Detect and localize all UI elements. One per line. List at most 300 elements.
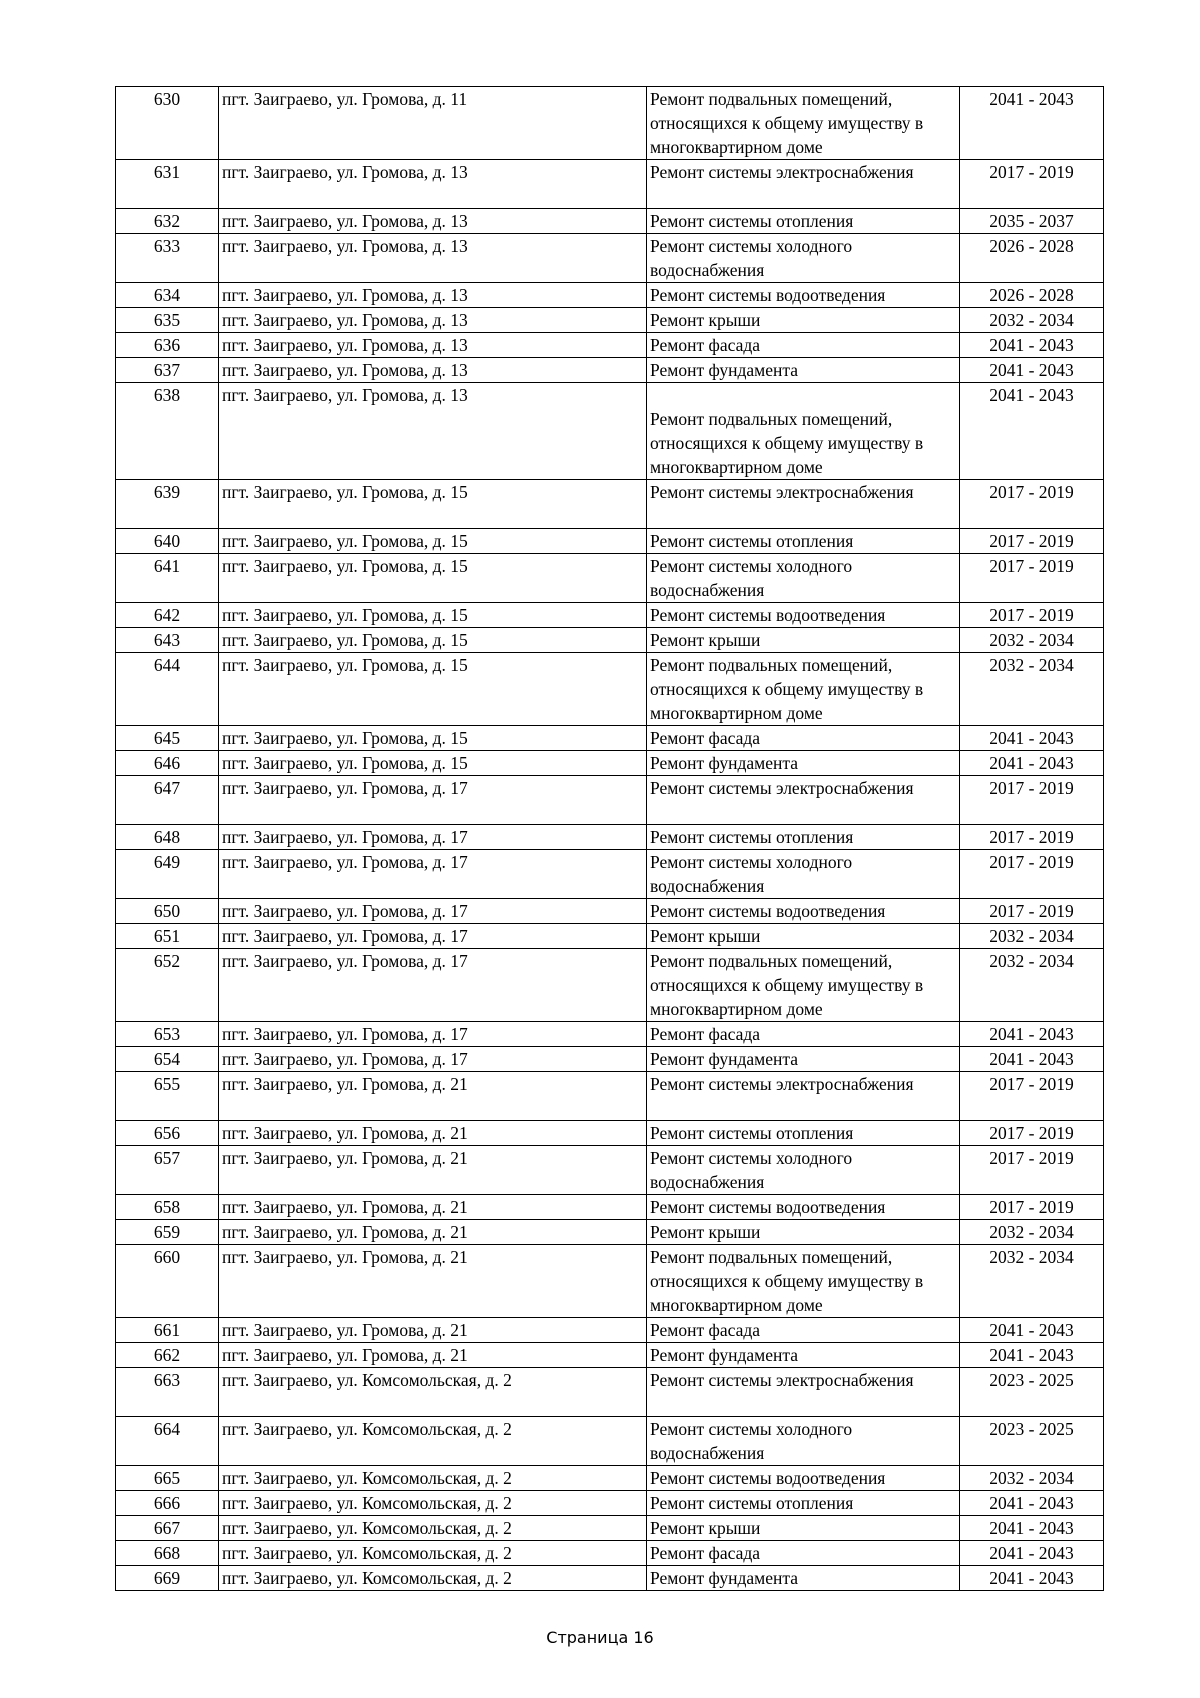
- period-cell-text: 2041 - 2043: [989, 728, 1074, 748]
- row-number-cell: [116, 603, 219, 628]
- table-row: [116, 480, 1104, 529]
- address-cell: [219, 1566, 647, 1591]
- row-number-cell-text: 648: [153, 827, 181, 847]
- table-row: [116, 209, 1104, 234]
- table-row: [116, 628, 1104, 653]
- row-number-cell: [116, 1022, 219, 1047]
- work-type-cell: [647, 1022, 960, 1047]
- period-cell: [960, 209, 1104, 234]
- work-type-cell-text: Ремонт фасада: [650, 728, 761, 748]
- period-cell: [960, 1491, 1104, 1516]
- table-row: [116, 924, 1104, 949]
- period-cell: [960, 358, 1104, 383]
- address-cell: [219, 628, 647, 653]
- period-cell-text: 2017 - 2019: [989, 482, 1074, 502]
- address-cell-text: пгт. Заиграево, ул. Громова, д. 15: [222, 605, 468, 625]
- period-cell: [960, 308, 1104, 333]
- work-type-cell-text: Ремонт системы водоотведения: [650, 605, 886, 625]
- table-row: [116, 850, 1104, 899]
- period-cell-text: 2026 - 2028: [989, 285, 1074, 305]
- work-type-cell: [647, 1368, 960, 1417]
- table-row: [116, 1417, 1104, 1466]
- work-type-cell-text: Ремонт системы водоотведения: [650, 1197, 886, 1217]
- work-type-cell-text: Ремонт системы отопления: [650, 827, 854, 847]
- row-number-cell-text: 635: [153, 310, 181, 330]
- period-cell-text: 2041 - 2043: [989, 1543, 1074, 1563]
- period-cell-text: 2041 - 2043: [989, 1493, 1074, 1513]
- work-type-cell-text: Ремонт подвальных помещений, относящихся к общему имуществу в многоквартирном доме: [650, 89, 924, 157]
- address-cell-text: пгт. Заиграево, ул. Громова, д. 15: [222, 556, 468, 576]
- period-cell: [960, 726, 1104, 751]
- address-cell-text: пгт. Заиграево, ул. Громова, д. 21: [222, 1222, 468, 1242]
- work-type-cell: [647, 1417, 960, 1466]
- address-cell: [219, 949, 647, 1022]
- period-cell: [960, 899, 1104, 924]
- work-type-cell: [647, 924, 960, 949]
- period-cell-text: 2041 - 2043: [989, 335, 1074, 355]
- row-number-cell-text: 660: [153, 1247, 181, 1267]
- period-cell-text: 2032 - 2034: [989, 630, 1074, 650]
- work-type-cell: [647, 1245, 960, 1318]
- period-cell-text: 2017 - 2019: [989, 1197, 1074, 1217]
- period-cell-text: 2032 - 2034: [989, 1247, 1074, 1267]
- address-cell: [219, 1022, 647, 1047]
- address-cell-text: пгт. Заиграево, ул. Громова, д. 15: [222, 630, 468, 650]
- work-type-cell-text: Ремонт системы водоотведения: [650, 901, 886, 921]
- row-number-cell: [116, 1491, 219, 1516]
- period-cell: [960, 529, 1104, 554]
- address-cell: [219, 234, 647, 283]
- work-type-cell: [647, 1516, 960, 1541]
- address-cell: [219, 776, 647, 825]
- period-cell: [960, 283, 1104, 308]
- period-cell: [960, 628, 1104, 653]
- work-type-cell: [647, 1047, 960, 1072]
- address-cell-text: пгт. Заиграево, ул. Громова, д. 21: [222, 1074, 468, 1094]
- table-row: [116, 1121, 1104, 1146]
- address-cell: [219, 358, 647, 383]
- work-type-cell-text: Ремонт фундамента: [650, 753, 799, 773]
- period-cell: [960, 1072, 1104, 1121]
- address-cell-text: пгт. Заиграево, ул. Громова, д. 13: [222, 360, 468, 380]
- work-type-cell: [647, 1318, 960, 1343]
- work-type-cell: [647, 283, 960, 308]
- row-number-cell-text: 656: [153, 1123, 181, 1143]
- row-number-cell-text: 655: [153, 1074, 181, 1094]
- row-number-cell: [116, 160, 219, 209]
- period-cell: [960, 1541, 1104, 1566]
- address-cell: [219, 554, 647, 603]
- address-cell: [219, 1491, 647, 1516]
- period-cell: [960, 1047, 1104, 1072]
- table-row: [116, 1022, 1104, 1047]
- row-number-cell: [116, 924, 219, 949]
- row-number-cell: [116, 1343, 219, 1368]
- address-cell-text: пгт. Заиграево, ул. Громова, д. 13: [222, 310, 468, 330]
- address-cell-text: пгт. Заиграево, ул. Громова, д. 15: [222, 753, 468, 773]
- period-cell-text: 2032 - 2034: [989, 310, 1074, 330]
- row-number-cell-text: 650: [153, 901, 181, 921]
- table-row: [116, 1318, 1104, 1343]
- table-body: [116, 87, 1104, 1591]
- work-type-cell-text: Ремонт системы холодного водоснабжения: [650, 556, 853, 600]
- work-type-cell-text: Ремонт системы отопления: [650, 211, 854, 231]
- work-type-cell-text: Ремонт фундамента: [650, 1049, 799, 1069]
- period-cell-text: 2041 - 2043: [989, 1518, 1074, 1538]
- address-cell-text: пгт. Заиграево, ул. Громова, д. 15: [222, 482, 468, 502]
- period-cell: [960, 1245, 1104, 1318]
- period-cell: [960, 751, 1104, 776]
- address-cell: [219, 1047, 647, 1072]
- work-type-cell-text: Ремонт фундамента: [650, 1345, 799, 1365]
- address-cell-text: пгт. Заиграево, ул. Громова, д. 15: [222, 728, 468, 748]
- row-number-cell-text: 661: [153, 1320, 181, 1340]
- table-row: [116, 283, 1104, 308]
- period-cell-text: 2017 - 2019: [989, 162, 1074, 182]
- row-number-cell-text: 662: [153, 1345, 181, 1365]
- address-cell: [219, 1195, 647, 1220]
- work-type-cell-text: Ремонт фундамента: [650, 1568, 799, 1588]
- row-number-cell-text: 649: [153, 852, 181, 872]
- work-type-cell-text: Ремонт системы отопления: [650, 1493, 854, 1513]
- address-cell-text: пгт. Заиграево, ул. Комсомольская, д. 2: [222, 1468, 512, 1488]
- address-cell: [219, 653, 647, 726]
- row-number-cell-text: 636: [153, 335, 181, 355]
- row-number-cell: [116, 1146, 219, 1195]
- row-number-cell: [116, 850, 219, 899]
- period-cell-text: 2023 - 2025: [989, 1370, 1074, 1390]
- table-row: [116, 234, 1104, 283]
- work-type-cell: [647, 776, 960, 825]
- period-cell-text: 2023 - 2025: [989, 1419, 1074, 1439]
- row-number-cell-text: 632: [153, 211, 181, 231]
- address-cell-text: пгт. Заиграево, ул. Громова, д. 21: [222, 1247, 468, 1267]
- address-cell-text: пгт. Заиграево, ул. Громова, д. 13: [222, 385, 468, 405]
- address-cell-text: пгт. Заиграево, ул. Громова, д. 17: [222, 1024, 468, 1044]
- address-cell: [219, 529, 647, 554]
- period-cell: [960, 1121, 1104, 1146]
- row-number-cell: [116, 358, 219, 383]
- period-cell: [960, 949, 1104, 1022]
- address-cell-text: пгт. Заиграево, ул. Громова, д. 17: [222, 926, 468, 946]
- address-cell-text: пгт. Заиграево, ул. Громова, д. 21: [222, 1320, 468, 1340]
- period-cell-text: 2017 - 2019: [989, 1074, 1074, 1094]
- address-cell: [219, 480, 647, 529]
- work-type-cell: [647, 308, 960, 333]
- work-type-cell: [647, 850, 960, 899]
- table-row: [116, 1195, 1104, 1220]
- address-cell-text: пгт. Заиграево, ул. Громова, д. 21: [222, 1197, 468, 1217]
- address-cell: [219, 1368, 647, 1417]
- row-number-cell-text: 658: [153, 1197, 181, 1217]
- row-number-cell-text: 638: [153, 385, 181, 405]
- period-cell: [960, 1146, 1104, 1195]
- address-cell-text: пгт. Заиграево, ул. Громова, д. 17: [222, 1049, 468, 1069]
- address-cell-text: пгт. Заиграево, ул. Громова, д. 17: [222, 901, 468, 921]
- period-cell: [960, 1368, 1104, 1417]
- work-type-cell-text: Ремонт системы холодного водоснабжения: [650, 1148, 853, 1192]
- address-cell: [219, 850, 647, 899]
- table-row: [116, 87, 1104, 160]
- address-cell: [219, 308, 647, 333]
- work-type-cell-text: Ремонт фасада: [650, 335, 761, 355]
- address-cell-text: пгт. Заиграево, ул. Громова, д. 13: [222, 335, 468, 355]
- row-number-cell-text: 634: [153, 285, 181, 305]
- period-cell-text: 2032 - 2034: [989, 1468, 1074, 1488]
- address-cell-text: пгт. Заиграево, ул. Громова, д. 21: [222, 1148, 468, 1168]
- period-cell-text: 2032 - 2034: [989, 951, 1074, 971]
- row-number-cell-text: 640: [153, 531, 181, 551]
- work-type-cell: [647, 160, 960, 209]
- work-type-cell-text: Ремонт системы водоотведения: [650, 1468, 886, 1488]
- row-number-cell: [116, 209, 219, 234]
- table-row: [116, 726, 1104, 751]
- row-number-cell: [116, 825, 219, 850]
- row-number-cell-text: 669: [153, 1568, 181, 1588]
- row-number-cell-text: 637: [153, 360, 181, 380]
- table-row: [116, 1491, 1104, 1516]
- address-cell: [219, 383, 647, 480]
- row-number-cell-text: 668: [153, 1543, 181, 1563]
- row-number-cell: [116, 1121, 219, 1146]
- table-row: [116, 529, 1104, 554]
- table-row: [116, 1245, 1104, 1318]
- period-cell: [960, 160, 1104, 209]
- work-type-cell-text: Ремонт системы электроснабжения: [650, 482, 914, 502]
- work-type-cell-text: Ремонт фасада: [650, 1024, 761, 1044]
- period-cell-text: 2017 - 2019: [989, 531, 1074, 551]
- address-cell-text: пгт. Заиграево, ул. Комсомольская, д. 2: [222, 1568, 512, 1588]
- work-type-cell-text: Ремонт системы холодного водоснабжения: [650, 852, 853, 896]
- address-cell: [219, 899, 647, 924]
- period-cell-text: 2041 - 2043: [989, 1345, 1074, 1365]
- address-cell: [219, 1417, 647, 1466]
- period-cell: [960, 480, 1104, 529]
- table-row: [116, 603, 1104, 628]
- row-number-cell-text: 641: [153, 556, 181, 576]
- address-cell: [219, 87, 647, 160]
- address-cell: [219, 1220, 647, 1245]
- row-number-cell-text: 645: [153, 728, 181, 748]
- address-cell: [219, 825, 647, 850]
- work-type-cell-text: Ремонт системы отопления: [650, 1123, 854, 1143]
- period-cell: [960, 1343, 1104, 1368]
- period-cell: [960, 825, 1104, 850]
- row-number-cell-text: 646: [153, 753, 181, 773]
- work-type-cell-text: Ремонт крыши: [650, 310, 761, 330]
- work-type-cell: [647, 554, 960, 603]
- address-cell-text: пгт. Заиграево, ул. Комсомольская, д. 2: [222, 1493, 512, 1513]
- table-row: [116, 751, 1104, 776]
- address-cell-text: пгт. Заиграево, ул. Громова, д. 17: [222, 951, 468, 971]
- work-type-cell-text: Ремонт крыши: [650, 926, 761, 946]
- row-number-cell: [116, 480, 219, 529]
- row-number-cell: [116, 308, 219, 333]
- work-type-cell: [647, 333, 960, 358]
- period-cell-text: 2041 - 2043: [989, 1049, 1074, 1069]
- table-row: [116, 1368, 1104, 1417]
- table-row: [116, 1146, 1104, 1195]
- address-cell-text: пгт. Заиграево, ул. Громова, д. 15: [222, 531, 468, 551]
- repair-schedule-table: [115, 86, 1104, 1591]
- row-number-cell-text: 651: [153, 926, 181, 946]
- table-row: [116, 1220, 1104, 1245]
- period-cell-text: 2017 - 2019: [989, 1123, 1074, 1143]
- address-cell-text: пгт. Заиграево, ул. Громова, д. 13: [222, 285, 468, 305]
- work-type-cell: [647, 358, 960, 383]
- row-number-cell: [116, 383, 219, 480]
- address-cell: [219, 1072, 647, 1121]
- row-number-cell: [116, 949, 219, 1022]
- work-type-cell-text: Ремонт системы электроснабжения: [650, 778, 914, 798]
- work-type-cell: [647, 234, 960, 283]
- address-cell: [219, 333, 647, 358]
- period-cell: [960, 1417, 1104, 1466]
- address-cell-text: пгт. Заиграево, ул. Громова, д. 11: [222, 89, 468, 109]
- address-cell: [219, 1245, 647, 1318]
- period-cell: [960, 1220, 1104, 1245]
- work-type-cell-text: Ремонт системы электроснабжения: [650, 1074, 914, 1094]
- address-cell: [219, 1146, 647, 1195]
- table-row: [116, 1541, 1104, 1566]
- row-number-cell: [116, 751, 219, 776]
- address-cell-text: пгт. Заиграево, ул. Комсомольская, д. 2: [222, 1543, 512, 1563]
- period-cell-text: 2017 - 2019: [989, 605, 1074, 625]
- row-number-cell: [116, 234, 219, 283]
- row-number-cell: [116, 628, 219, 653]
- address-cell: [219, 751, 647, 776]
- work-type-cell: [647, 87, 960, 160]
- address-cell-text: пгт. Заиграево, ул. Громова, д. 13: [222, 211, 468, 231]
- work-type-cell-text: Ремонт системы электроснабжения: [650, 162, 914, 182]
- address-cell-text: пгт. Заиграево, ул. Громова, д. 17: [222, 778, 468, 798]
- table-row: [116, 1466, 1104, 1491]
- work-type-cell-text: Ремонт фасада: [650, 1543, 761, 1563]
- work-type-cell: [647, 529, 960, 554]
- table-row: [116, 383, 1104, 480]
- table-row: [116, 554, 1104, 603]
- period-cell: [960, 1318, 1104, 1343]
- row-number-cell: [116, 1047, 219, 1072]
- period-cell: [960, 554, 1104, 603]
- period-cell-text: 2017 - 2019: [989, 827, 1074, 847]
- work-type-cell: [647, 1343, 960, 1368]
- work-type-cell: [647, 1466, 960, 1491]
- row-number-cell: [116, 1516, 219, 1541]
- table-row: [116, 653, 1104, 726]
- work-type-cell: [647, 383, 960, 480]
- work-type-cell-text: Ремонт системы электроснабжения: [650, 1370, 914, 1390]
- period-cell: [960, 383, 1104, 480]
- address-cell-text: пгт. Заиграево, ул. Громова, д. 21: [222, 1345, 468, 1365]
- work-type-cell: [647, 1072, 960, 1121]
- work-type-cell-text: Ремонт крыши: [650, 1518, 761, 1538]
- period-cell-text: 2032 - 2034: [989, 1222, 1074, 1242]
- table-row: [116, 1566, 1104, 1591]
- address-cell-text: пгт. Заиграево, ул. Комсомольская, д. 2: [222, 1419, 512, 1439]
- address-cell-text: пгт. Заиграево, ул. Громова, д. 13: [222, 236, 468, 256]
- address-cell-text: пгт. Заиграево, ул. Громова, д. 15: [222, 655, 468, 675]
- row-number-cell: [116, 776, 219, 825]
- period-cell-text: 2017 - 2019: [989, 901, 1074, 921]
- work-type-cell-text: Ремонт крыши: [650, 630, 761, 650]
- address-cell: [219, 726, 647, 751]
- period-cell-text: 2041 - 2043: [989, 753, 1074, 773]
- table-row: [116, 1516, 1104, 1541]
- period-cell-text: 2026 - 2028: [989, 236, 1074, 256]
- period-cell-text: 2017 - 2019: [989, 778, 1074, 798]
- period-cell-text: 2032 - 2034: [989, 655, 1074, 675]
- period-cell-text: 2041 - 2043: [989, 89, 1074, 109]
- table-row: [116, 1072, 1104, 1121]
- row-number-cell-text: 643: [153, 630, 181, 650]
- page-number: Страница 16: [546, 1628, 654, 1647]
- work-type-cell: [647, 726, 960, 751]
- work-type-cell: [647, 825, 960, 850]
- row-number-cell-text: 647: [153, 778, 181, 798]
- address-cell-text: пгт. Заиграево, ул. Громова, д. 21: [222, 1123, 468, 1143]
- row-number-cell: [116, 333, 219, 358]
- row-number-cell: [116, 529, 219, 554]
- row-number-cell-text: 644: [153, 655, 181, 675]
- work-type-cell: [647, 1541, 960, 1566]
- address-cell: [219, 209, 647, 234]
- address-cell-text: пгт. Заиграево, ул. Комсомольская, д. 2: [222, 1518, 512, 1538]
- table-row: [116, 776, 1104, 825]
- row-number-cell-text: 630: [153, 89, 181, 109]
- period-cell: [960, 850, 1104, 899]
- row-number-cell: [116, 554, 219, 603]
- period-cell: [960, 1022, 1104, 1047]
- address-cell: [219, 1466, 647, 1491]
- period-cell-text: 2017 - 2019: [989, 852, 1074, 872]
- row-number-cell: [116, 726, 219, 751]
- row-number-cell-text: 663: [153, 1370, 181, 1390]
- work-type-cell: [647, 1491, 960, 1516]
- period-cell: [960, 1466, 1104, 1491]
- work-type-cell-text: Ремонт подвальных помещений, относящихся к общему имуществу в многоквартирном доме: [650, 409, 924, 477]
- period-cell: [960, 1566, 1104, 1591]
- row-number-cell-text: 665: [153, 1468, 181, 1488]
- address-cell: [219, 1516, 647, 1541]
- row-number-cell-text: 659: [153, 1222, 181, 1242]
- work-type-cell: [647, 1195, 960, 1220]
- period-cell-text: 2041 - 2043: [989, 360, 1074, 380]
- row-number-cell-text: 653: [153, 1024, 181, 1044]
- work-type-cell: [647, 751, 960, 776]
- row-number-cell: [116, 899, 219, 924]
- work-type-cell-text: Ремонт фасада: [650, 1320, 761, 1340]
- row-number-cell-text: 654: [153, 1049, 181, 1069]
- period-cell: [960, 234, 1104, 283]
- row-number-cell: [116, 1368, 219, 1417]
- table-row: [116, 333, 1104, 358]
- row-number-cell: [116, 653, 219, 726]
- period-cell-text: 2041 - 2043: [989, 1320, 1074, 1340]
- address-cell-text: пгт. Заиграево, ул. Громова, д. 17: [222, 827, 468, 847]
- row-number-cell: [116, 283, 219, 308]
- work-type-cell: [647, 1220, 960, 1245]
- work-type-cell: [647, 1566, 960, 1591]
- work-type-cell: [647, 1121, 960, 1146]
- address-cell: [219, 603, 647, 628]
- row-number-cell: [116, 1566, 219, 1591]
- table-row: [116, 308, 1104, 333]
- row-number-cell: [116, 1195, 219, 1220]
- work-type-cell-text: Ремонт системы холодного водоснабжения: [650, 236, 853, 280]
- work-type-cell-text: Ремонт подвальных помещений, относящихся к общему имуществу в многоквартирном доме: [650, 655, 924, 723]
- period-cell: [960, 87, 1104, 160]
